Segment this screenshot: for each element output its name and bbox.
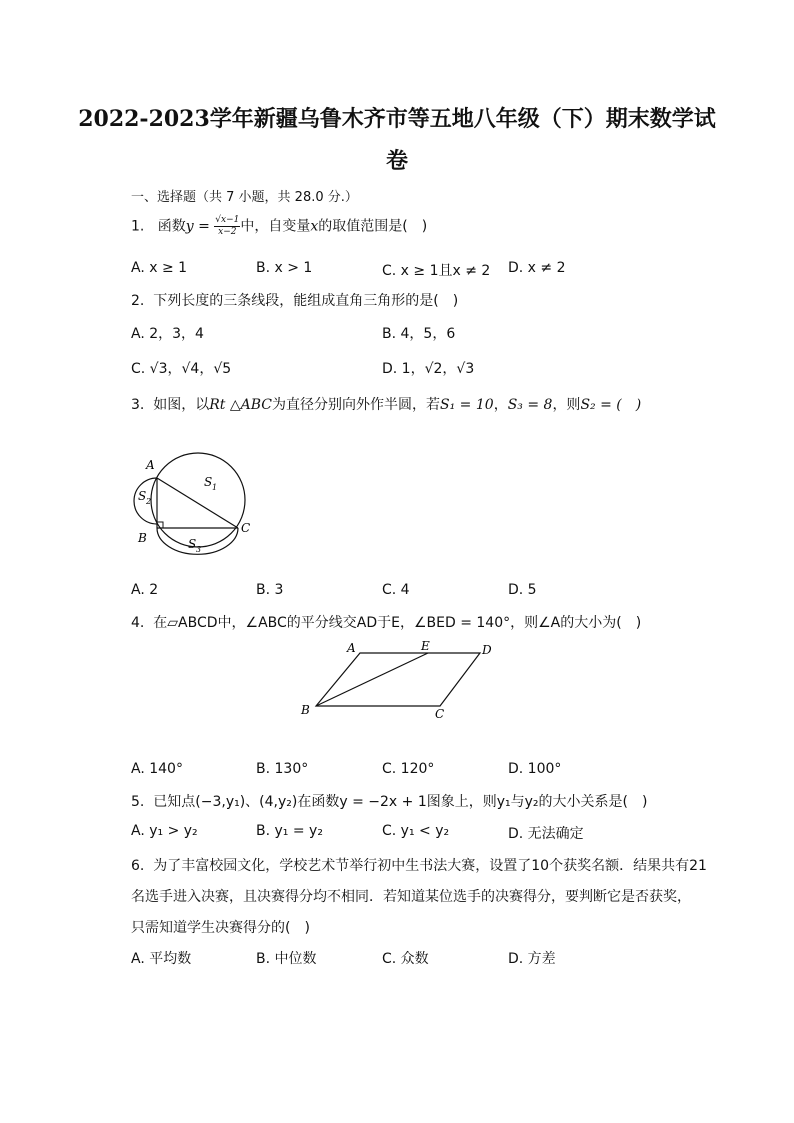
q6-option-a[interactable]: A. 平均数 — [131, 951, 192, 967]
q6-option-c[interactable]: C. 众数 — [382, 951, 429, 967]
q4-label-c: C — [435, 707, 445, 721]
q5-option-a[interactable]: A. y₁ > y₂ — [131, 823, 198, 839]
q3-option-d[interactable]: D. 5 — [508, 582, 537, 598]
q4-parallelogram — [316, 653, 480, 706]
q1-numerator: √x−1 — [215, 215, 240, 225]
q3-label-s1: S — [204, 475, 213, 489]
q3-pre: 如图，以 — [153, 397, 210, 413]
q4-number: 4. — [131, 615, 145, 631]
q1-y: y — [185, 218, 194, 235]
q2-option-c[interactable]: C. √3，√4，√5 — [131, 361, 232, 377]
q4-option-b[interactable]: B. 130° — [256, 761, 309, 777]
q3-s3: S₃ = 8 — [507, 397, 553, 413]
q3-label-b: B — [138, 531, 147, 545]
q2-text: 下列长度的三条线段，能组成直角三角形的是( ) — [153, 293, 459, 309]
q2-option-a[interactable]: A. 2，3，4 — [131, 326, 204, 342]
q2-option-d[interactable]: D. 1，√2，√3 — [382, 361, 475, 377]
q3-figure — [120, 448, 260, 558]
q5-number: 5. — [131, 794, 145, 810]
q3-label-s3-sub: 3 — [196, 545, 202, 554]
q3-s1: S₁ = 10 — [440, 397, 494, 413]
q5-option-d[interactable]: D. 无法确定 — [508, 826, 584, 842]
question-6-line1 — [131, 855, 707, 875]
question-3 — [131, 394, 641, 414]
q3-option-b[interactable]: B. 3 — [256, 582, 284, 598]
page-title-line1: 2022-2023学年新疆乌鲁木齐市等五地八年级（下）期末数学试 — [78, 106, 716, 132]
q3-circle-s1 — [151, 453, 245, 547]
q3-label-s3: S — [188, 537, 197, 551]
question-2 — [131, 290, 458, 310]
q3-rt: Rt △ABC — [209, 397, 273, 413]
q2-option-b[interactable]: B. 4，5，6 — [382, 326, 456, 342]
q1-option-b[interactable]: B. x > 1 — [256, 260, 313, 276]
q1-option-c[interactable]: C. x ≥ 1且x ≠ 2 — [382, 263, 491, 279]
q6-number: 6. — [131, 858, 145, 874]
section-heading: 一、选择题（共 7 小题，共 28.0 分.） — [131, 190, 358, 205]
q1-number: 1. — [131, 218, 145, 235]
q3-mid: 为直径分别向外作半圆，若 — [272, 397, 441, 413]
q3-label-s1-sub: 1 — [212, 483, 218, 492]
q4-text: 在▱ABCD中，∠ABC的平分线交AD于E，∠BED = 140°，则∠A的大小为( ) — [153, 615, 642, 631]
q3-edge-ac — [157, 478, 238, 528]
q4-option-a[interactable]: A. 140° — [131, 761, 183, 777]
q6-line3: 只需知道学生决赛得分的( ) — [131, 920, 310, 936]
q1-pre: 函数 — [157, 218, 186, 235]
q1-fraction — [214, 215, 240, 238]
question-1 — [131, 215, 427, 238]
q4-figure — [296, 636, 506, 726]
q5-text: 已知点(−3,y₁)、(4,y₂)在函数y = −2x + 1图象上，则y₁与y₂的大小关系是( ) — [153, 794, 648, 810]
q1-denominator: x−2 — [218, 227, 237, 237]
q1-mid: 中，自变量 — [240, 218, 311, 235]
q3-mid2: ，则 — [552, 397, 581, 413]
q4-label-e: E — [421, 639, 430, 653]
q4-label-d: D — [482, 643, 492, 657]
q3-option-a[interactable]: A. 2 — [131, 582, 159, 598]
q6-line2: 名选手进入决赛，且决赛得分均不相同．若知道某位选手的决赛得分，要判断它是否获奖， — [131, 889, 691, 905]
question-4 — [131, 612, 641, 632]
q6-line1: 为了丰富校园文化，学校艺术节举行初中生书法大赛，设置了10个获奖名额．结果共有21 — [153, 858, 707, 874]
q4-option-d[interactable]: D. 100° — [508, 761, 562, 777]
q1-option-a[interactable]: A. x ≥ 1 — [131, 260, 188, 276]
q4-label-a: A — [347, 641, 356, 655]
q3-sep: ， — [493, 397, 508, 413]
q2-number: 2. — [131, 293, 145, 309]
page-title-line2: 卷 — [385, 148, 408, 174]
q5-option-b[interactable]: B. y₁ = y₂ — [256, 823, 323, 839]
q5-option-c[interactable]: C. y₁ < y₂ — [382, 823, 450, 839]
q3-number: 3. — [131, 397, 145, 413]
q3-label-s2: S — [138, 489, 147, 503]
q3-option-c[interactable]: C. 4 — [382, 582, 410, 598]
q4-option-c[interactable]: C. 120° — [382, 761, 435, 777]
q3-label-s2-sub: 2 — [146, 497, 152, 506]
q3-s2: S₂ = ( ) — [580, 397, 642, 413]
q1-option-d[interactable]: D. x ≠ 2 — [508, 260, 566, 276]
q1-eq: = — [193, 218, 215, 235]
q3-label-c: C — [241, 521, 251, 535]
q4-bisector-be — [316, 653, 428, 706]
q3-label-a: A — [146, 458, 155, 472]
q1-x: x — [310, 218, 319, 235]
q1-post: 的取值范围是( ) — [318, 218, 428, 235]
q4-label-b: B — [301, 703, 310, 717]
question-5 — [131, 791, 647, 811]
q6-option-d[interactable]: D. 方差 — [508, 951, 556, 967]
q6-option-b[interactable]: B. 中位数 — [256, 951, 317, 967]
